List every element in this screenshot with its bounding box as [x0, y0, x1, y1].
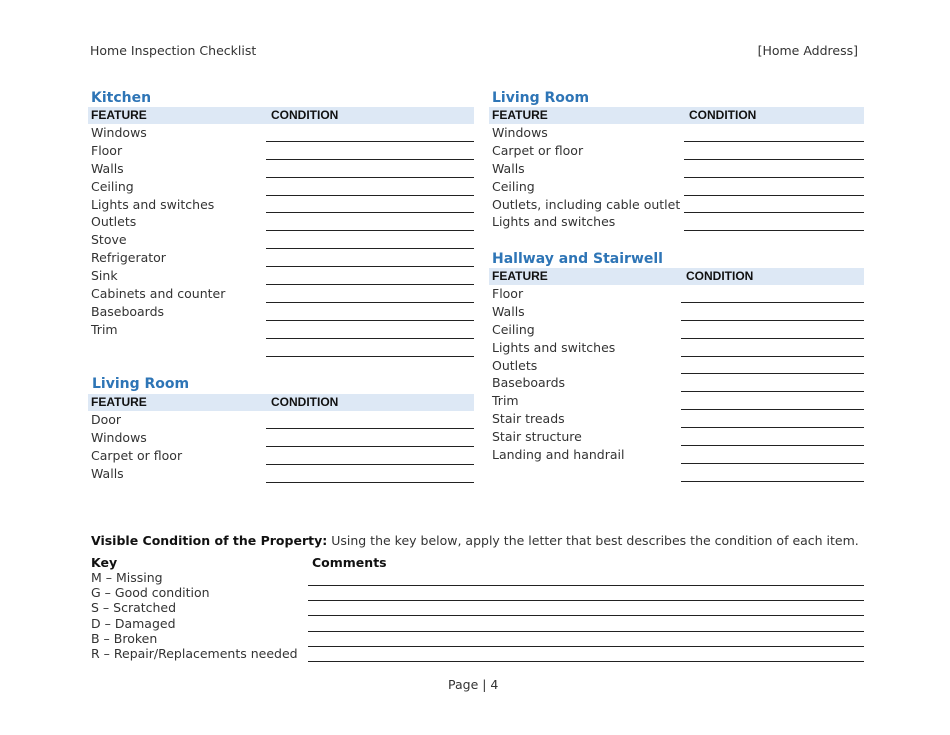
- feature-label: Landing and handrail: [492, 447, 625, 463]
- comment-write-line[interactable]: [308, 661, 864, 662]
- feature-label: Carpet or floor: [492, 142, 584, 158]
- table-header: [88, 107, 474, 124]
- condition-write-line[interactable]: [681, 481, 864, 482]
- feature-label: Walls: [91, 465, 124, 481]
- checklist-blank-row: [88, 339, 474, 357]
- checklist-row: [88, 142, 474, 160]
- feature-column-header: FEATURE: [492, 269, 548, 283]
- checklist-row: [88, 465, 474, 483]
- feature-label: Ceiling: [492, 178, 535, 194]
- checklist-row: [489, 357, 864, 375]
- feature-label: Ceiling: [492, 321, 535, 337]
- feature-label: Outlets, including cable outlet: [492, 196, 681, 212]
- comment-write-line[interactable]: [308, 615, 864, 616]
- checklist-row: [88, 303, 474, 321]
- feature-label: Cabinets and counter: [91, 286, 226, 302]
- feature-label: Stove: [91, 232, 127, 248]
- kitchen-title: Kitchen: [91, 90, 152, 106]
- comment-write-line[interactable]: [308, 631, 864, 632]
- checklist-row: [88, 285, 474, 303]
- checklist-row: [489, 392, 864, 410]
- key-item: B – Broken: [91, 630, 158, 646]
- feature-label: Floor: [492, 286, 524, 301]
- feature-label: Baseboards: [492, 375, 566, 391]
- table-header: [489, 107, 864, 124]
- feature-label: Walls: [492, 303, 525, 319]
- feature-label: Ceiling: [91, 178, 134, 194]
- key-item: D – Damaged: [91, 615, 176, 631]
- feature-label: Walls: [492, 160, 525, 176]
- visible-condition-text: Using the key below, apply the letter that best describes the condition of each item.: [327, 533, 859, 548]
- feature-label: Windows: [91, 125, 147, 140]
- visible-condition-label: Visible Condition of the Property:: [91, 533, 328, 548]
- checklist-row: [88, 124, 474, 142]
- checklist-row: [88, 213, 474, 231]
- feature-column-header: FEATURE: [91, 395, 147, 409]
- comment-write-line[interactable]: [308, 600, 864, 601]
- table-header: [489, 268, 864, 285]
- feature-label: Windows: [492, 125, 548, 140]
- living-room-left-table: [88, 394, 474, 483]
- checklist-row: [489, 410, 864, 428]
- living-room-right-title: Living Room: [492, 90, 590, 106]
- checklist-row: [88, 267, 474, 285]
- key-item: S – Scratched: [91, 600, 177, 616]
- feature-label: Door: [91, 412, 122, 427]
- checklist-row: [88, 321, 474, 339]
- feature-label: Sink: [91, 268, 118, 284]
- checklist-row: [88, 178, 474, 196]
- checklist-row: [88, 429, 474, 447]
- living-room-left-title: Living Room: [92, 376, 190, 392]
- hallway-table: [489, 268, 864, 482]
- checklist-row: [489, 339, 864, 357]
- checklist-blank-row: [489, 464, 864, 482]
- key-item: G – Good condition: [91, 585, 210, 601]
- condition-column-header: CONDITION: [689, 108, 757, 122]
- feature-label: Windows: [91, 429, 147, 445]
- condition-column-header: CONDITION: [686, 269, 754, 283]
- feature-column-header: FEATURE: [91, 108, 147, 122]
- condition-write-line[interactable]: [684, 230, 864, 231]
- checklist-row: [88, 231, 474, 249]
- checklist-row: [489, 160, 864, 178]
- feature-label: Floor: [91, 142, 123, 158]
- checklist-row: [88, 196, 474, 214]
- table-header: [88, 394, 474, 411]
- page-number: Page | 4: [448, 677, 499, 692]
- condition-write-line[interactable]: [266, 482, 474, 483]
- checklist-row: [489, 124, 864, 142]
- checklist-row: [489, 303, 864, 321]
- feature-label: Lights and switches: [91, 196, 215, 212]
- condition-write-line[interactable]: [266, 356, 474, 357]
- feature-label: Stair structure: [492, 429, 582, 445]
- comments-title: Comments: [312, 555, 387, 570]
- key-item: M – Missing: [91, 570, 163, 585]
- condition-column-header: CONDITION: [271, 395, 339, 409]
- checklist-row: [489, 374, 864, 392]
- feature-column-header: FEATURE: [492, 108, 548, 122]
- checklist-row: [489, 178, 864, 196]
- page-header-address: [Home Address]: [757, 43, 858, 58]
- checklist-row: [88, 447, 474, 465]
- feature-label: Stair treads: [492, 411, 565, 427]
- feature-label: Outlets: [91, 214, 137, 230]
- feature-label: Lights and switches: [492, 214, 616, 230]
- checklist-row: [88, 411, 474, 429]
- visible-condition-instruction: [91, 533, 871, 548]
- feature-label: Lights and switches: [492, 339, 616, 355]
- checklist-row: [489, 142, 864, 160]
- feature-label: Outlets: [492, 357, 538, 373]
- living-room-right-table: [489, 107, 864, 231]
- checklist-row: [489, 428, 864, 446]
- feature-label: Trim: [91, 321, 118, 337]
- feature-label: Baseboards: [91, 303, 165, 319]
- page-header-title: Home Inspection Checklist: [90, 43, 257, 58]
- condition-column-header: CONDITION: [271, 108, 339, 122]
- checklist-row: [489, 285, 864, 303]
- hallway-title: Hallway and Stairwell: [492, 251, 663, 267]
- key-title: Key: [91, 555, 118, 570]
- checklist-row: [489, 213, 864, 231]
- feature-label: Trim: [492, 393, 519, 409]
- feature-label: Walls: [91, 160, 124, 176]
- comment-write-line[interactable]: [308, 585, 864, 586]
- feature-label: Refrigerator: [91, 250, 166, 266]
- checklist-row: [489, 196, 864, 214]
- feature-label: Carpet or floor: [91, 447, 183, 463]
- key-item: R – Repair/Replacements needed: [91, 646, 298, 661]
- checklist-row: [489, 321, 864, 339]
- comment-write-line[interactable]: [308, 646, 864, 647]
- checklist-row: [88, 160, 474, 178]
- checklist-row: [88, 249, 474, 267]
- checklist-row: [489, 446, 864, 464]
- kitchen-table: [88, 107, 474, 357]
